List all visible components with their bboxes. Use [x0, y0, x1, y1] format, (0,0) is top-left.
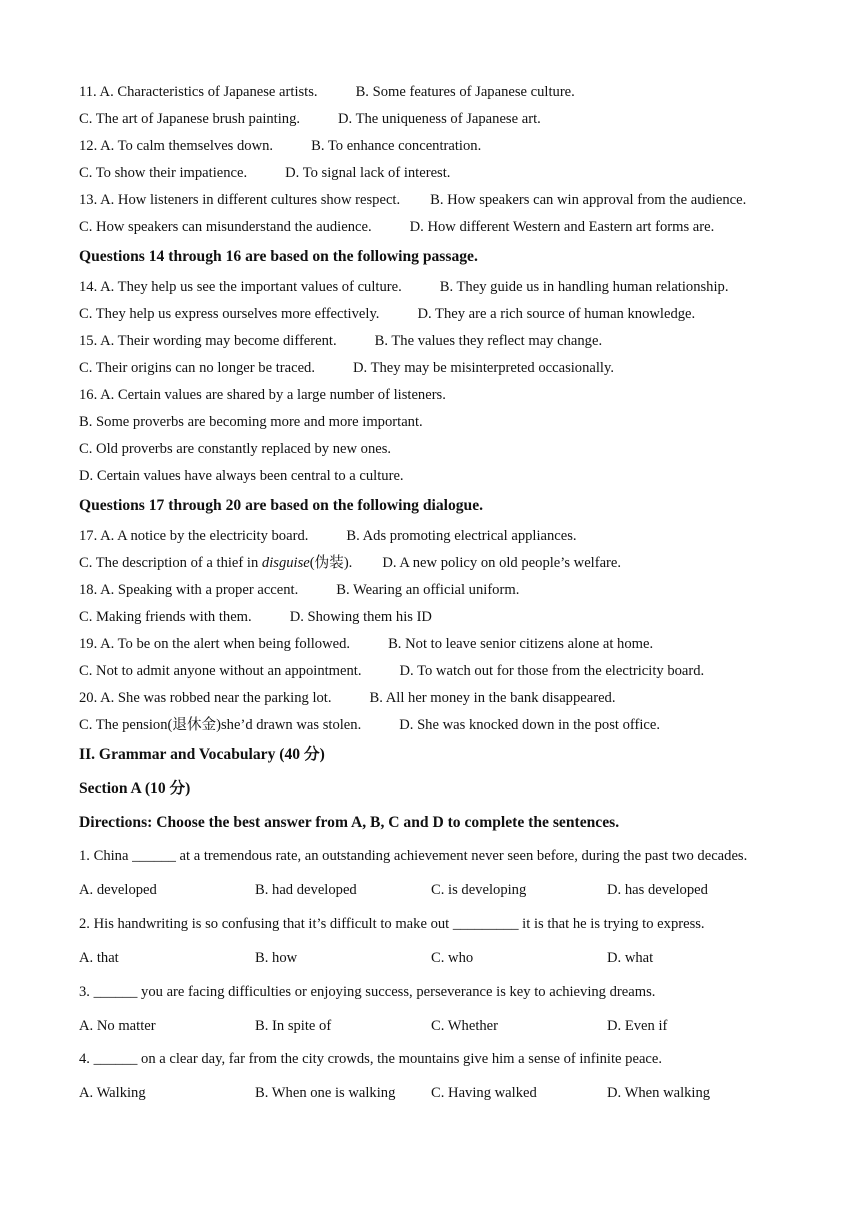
q19-option-d: D. To watch out for those from the electricity board.	[399, 663, 705, 679]
q16-option-b: B. Some proverbs are becoming more and more important.	[79, 414, 423, 430]
grammar-q2-option-a: A. that	[79, 950, 119, 966]
q12-line-1	[79, 136, 481, 156]
q20-line-2	[79, 715, 660, 735]
q18-option-c: C. Making friends with them.	[79, 609, 252, 625]
q14-option-d: D. They are a rich source of human knowledge.	[417, 306, 696, 322]
grammar-q2-option-d: D. what	[607, 950, 654, 966]
q20-option-c: C. The pension(退休金)she’d drawn was stolen.	[79, 717, 362, 733]
q14-line-2	[79, 304, 695, 324]
q11-option-a: 11. A. Characteristics of Japanese artists.	[79, 84, 318, 100]
grammar-q2-stem: 2. His handwriting is so confusing that it’s difficult to make out _________ it is that he is trying to express.	[79, 916, 705, 932]
grammar-q1-stem: 1. China ______ at a tremendous rate, an outstanding achievement never seen before, during the past two decades.	[79, 848, 748, 864]
grammar-q1-option-d: D. has developed	[607, 882, 708, 898]
q19-line-1	[79, 634, 653, 654]
q14-option-b: B. They guide us in handling human relationship.	[439, 279, 729, 295]
heading-questions-14-16: Questions 14 through 16 are based on the following passage.	[79, 248, 478, 265]
q14-line-1	[79, 277, 728, 297]
q13-option-c: C. How speakers can misunderstand the audience.	[79, 219, 372, 235]
grammar-q4-option-a: A. Walking	[79, 1085, 146, 1101]
grammar-q3-option-a: A. No matter	[79, 1018, 156, 1034]
grammar-q3-option-d: D. Even if	[607, 1018, 668, 1034]
q19-option-b: B. Not to leave senior citizens alone at home.	[388, 636, 654, 652]
q12-option-c: C. To show their impatience.	[79, 165, 248, 181]
q18-option-a: 18. A. Speaking with a proper accent.	[79, 582, 299, 598]
q18-option-d: D. Showing them his ID	[289, 609, 432, 625]
q11-option-b: B. Some features of Japanese culture.	[355, 84, 575, 100]
q17-line-1	[79, 526, 577, 546]
section-title-grammar: II. Grammar and Vocabulary (40 分)	[79, 746, 325, 763]
grammar-q1-option-b: B. had developed	[255, 882, 357, 898]
section-a-title: Section A (10 分)	[79, 780, 191, 797]
grammar-q4-options	[79, 1083, 783, 1103]
q20-option-b: B. All her money in the bank disappeared.	[369, 690, 616, 706]
q12-option-a: 12. A. To calm themselves down.	[79, 138, 274, 154]
q13-option-b: B. How speakers can win approval from the audience.	[430, 192, 747, 208]
q16-option-d: D. Certain values have always been central to a culture.	[79, 468, 404, 484]
grammar-q4-option-c: C. Having walked	[431, 1085, 537, 1101]
q14-option-c: C. They help us express ourselves more effectively.	[79, 306, 380, 322]
q11-option-c: C. The art of Japanese brush painting.	[79, 111, 301, 127]
grammar-q2-option-b: B. how	[255, 950, 298, 966]
grammar-q2-options	[79, 948, 783, 968]
q17-option-d: D. A new policy on old people’s welfare.	[382, 555, 622, 571]
q18-option-b: B. Wearing an official uniform.	[336, 582, 520, 598]
grammar-q3-option-b: B. In spite of	[255, 1018, 332, 1034]
q17-option-b: B. Ads promoting electrical appliances.	[346, 528, 577, 544]
q13-option-a: 13. A. How listeners in different cultures show respect.	[79, 192, 401, 208]
q18-line-2	[79, 607, 432, 627]
q15-line-2	[79, 358, 614, 378]
q12-option-b: B. To enhance concentration.	[311, 138, 482, 154]
q15-option-d: D. They may be misinterpreted occasionally.	[353, 360, 614, 376]
q17-option-c-text: C. The description of a thief in	[79, 555, 262, 571]
grammar-q1-option-c: C. is developing	[431, 882, 527, 898]
q17-option-c-gloss: (伪装).	[309, 555, 353, 571]
q19-option-c: C. Not to admit anyone without an appointment.	[79, 663, 362, 679]
q11-line-1	[79, 82, 575, 102]
grammar-q1-option-a: A. developed	[79, 882, 157, 898]
q17-line-2	[79, 553, 621, 573]
q20-option-d: D. She was knocked down in the post office.	[399, 717, 660, 733]
grammar-q3-options	[79, 1016, 783, 1036]
q16-option-c: C. Old proverbs are constantly replaced by new ones.	[79, 441, 392, 457]
q16-option-a: 16. A. Certain values are shared by a large number of listeners.	[79, 387, 446, 403]
q17-option-a: 17. A. A notice by the electricity board.	[79, 528, 309, 544]
grammar-q4-stem: 4. ______ on a clear day, far from the city crowds, the mountains give him a sense of infinite peace.	[79, 1051, 663, 1067]
q12-line-2	[79, 163, 450, 183]
q20-option-a: 20. A. She was robbed near the parking lot.	[79, 690, 332, 706]
grammar-q3-option-c: C. Whether	[431, 1018, 499, 1034]
q12-option-d: D. To signal lack of interest.	[285, 165, 451, 181]
grammar-q4-option-b: B. When one is walking	[255, 1085, 396, 1101]
q15-line-1	[79, 331, 602, 351]
grammar-q1-options	[79, 880, 783, 900]
q15-option-c: C. Their origins can no longer be traced.	[79, 360, 315, 376]
q11-line-2	[79, 109, 541, 129]
q13-option-d: D. How different Western and Eastern art forms are.	[409, 219, 715, 235]
heading-questions-17-20: Questions 17 through 20 are based on the following dialogue.	[79, 497, 484, 514]
q17-option-c	[79, 555, 352, 571]
q14-option-a: 14. A. They help us see the important values of culture.	[79, 279, 402, 295]
q15-option-b: B. The values they reflect may change.	[374, 333, 603, 349]
grammar-q4-option-d: D. When walking	[607, 1085, 711, 1101]
q15-option-a: 15. A. Their wording may become different.	[79, 333, 337, 349]
q19-line-2	[79, 661, 704, 681]
directions: Directions: Choose the best answer from A, B, C and D to complete the sentences.	[79, 814, 620, 831]
q18-line-1	[79, 580, 519, 600]
q20-line-1	[79, 688, 616, 708]
q11-option-d: D. The uniqueness of Japanese art.	[338, 111, 541, 127]
q19-option-a: 19. A. To be on the alert when being followed.	[79, 636, 351, 652]
grammar-q2-option-c: C. who	[431, 950, 474, 966]
q17-option-c-italic: disguise	[261, 555, 310, 571]
q13-line-2	[79, 217, 714, 237]
q13-line-1	[79, 190, 746, 210]
grammar-q3-stem: 3. ______ you are facing difficulties or enjoying success, perseverance is key to achieving dreams.	[79, 984, 656, 1000]
